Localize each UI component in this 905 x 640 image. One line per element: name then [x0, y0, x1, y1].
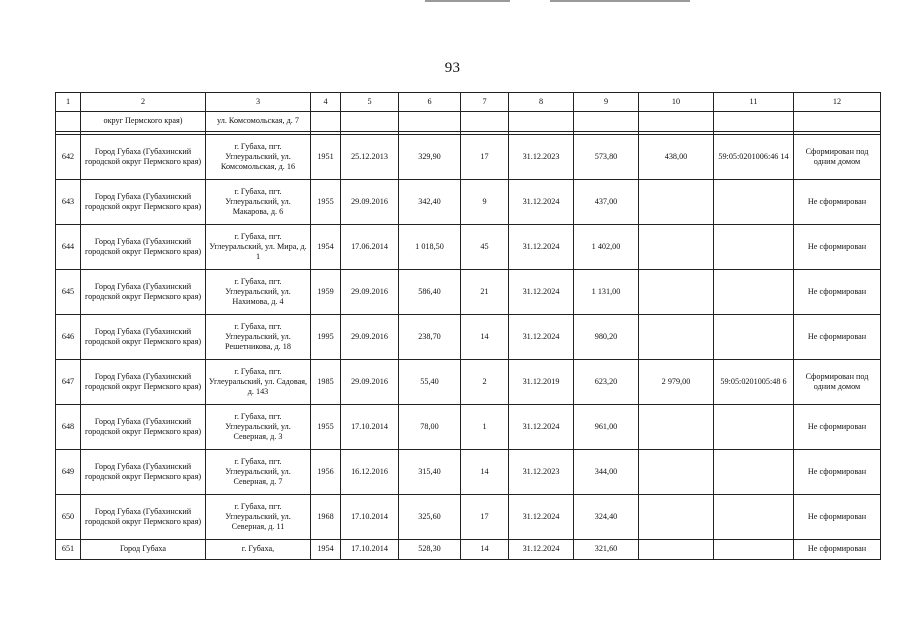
cell-deadline: 31.12.2024: [509, 405, 574, 450]
cell-address: г. Губаха, пгт. Углеуральский, ул. Макарова, д. 6: [206, 180, 311, 225]
cell-cadastral-number: [714, 315, 794, 360]
cell-parcel-area: [639, 315, 714, 360]
cell-municipality: Город Губаха (Губахинский городской округ Пермского края): [81, 270, 206, 315]
cell-municipality: Город Губаха: [81, 540, 206, 560]
column-number: 4: [311, 93, 341, 112]
cell-cadastral-number: [714, 450, 794, 495]
column-number: 8: [509, 93, 574, 112]
table-row: [56, 135, 881, 180]
cell: [399, 112, 461, 132]
cell-date: 16.12.2016: [341, 450, 399, 495]
cell-address: г. Губаха, пгт. Углеуральский, ул. Северная, д. 3: [206, 405, 311, 450]
cell-area: 342,40: [399, 180, 461, 225]
column-number: 3: [206, 93, 311, 112]
cell-year: 1985: [311, 360, 341, 405]
cell-land-area: 1 131,00: [574, 270, 639, 315]
cell-number: [56, 112, 81, 132]
cell-number: 649: [56, 450, 81, 495]
column-number: 1: [56, 93, 81, 112]
column-number: 12: [794, 93, 881, 112]
cell-municipality: Город Губаха (Губахинский городской округ Пермского края): [81, 495, 206, 540]
cell: [509, 112, 574, 132]
cell-status: Не сформирован: [794, 315, 881, 360]
cell-number: 644: [56, 225, 81, 270]
cell-area: 528,30: [399, 540, 461, 560]
cell-parcel-area: [639, 540, 714, 560]
cell-area: 329,90: [399, 135, 461, 180]
cell-address: г. Губаха,: [206, 540, 311, 560]
cell-year: 1959: [311, 270, 341, 315]
cell: [714, 112, 794, 132]
cell-residents: 45: [461, 225, 509, 270]
cell-address: г. Губаха, пгт. Углеуральский, ул. Северная, д. 11: [206, 495, 311, 540]
cell: [639, 112, 714, 132]
table-row: [56, 360, 881, 405]
cell-land-area: 324,40: [574, 495, 639, 540]
column-number: 11: [714, 93, 794, 112]
cell-date: 29.09.2016: [341, 270, 399, 315]
cell-address: г. Губаха, пгт. Углеуральский, ул. Мира, д. 1: [206, 225, 311, 270]
cell-year: 1955: [311, 405, 341, 450]
cell-address: г. Губаха, пгт. Углеуральский, ул. Нахимова, д. 4: [206, 270, 311, 315]
cell-land-area: 437,00: [574, 180, 639, 225]
cell-year: 1995: [311, 315, 341, 360]
cell-address: г. Губаха, пгт. Углеуральский, ул. Северная, д. 7: [206, 450, 311, 495]
cell-status: Не сформирован: [794, 180, 881, 225]
cell-status: Не сформирован: [794, 540, 881, 560]
cell-area: 55,40: [399, 360, 461, 405]
cell-year: 1954: [311, 225, 341, 270]
cell-parcel-area: 2 979,00: [639, 360, 714, 405]
cell-municipality: Город Губаха (Губахинский городской округ Пермского края): [81, 360, 206, 405]
table-row: [56, 315, 881, 360]
cell-land-area: 980,20: [574, 315, 639, 360]
cell-area: 315,40: [399, 450, 461, 495]
cell-area: 586,40: [399, 270, 461, 315]
cell-land-area: 573,80: [574, 135, 639, 180]
registry-table: [55, 92, 881, 560]
top-rule-left: [425, 0, 510, 2]
cell-year: 1954: [311, 540, 341, 560]
cell-residents: 17: [461, 135, 509, 180]
cell-date: 17.10.2014: [341, 495, 399, 540]
cell-deadline: 31.12.2024: [509, 180, 574, 225]
column-number: 10: [639, 93, 714, 112]
cell: [341, 112, 399, 132]
cell-municipality: Город Губаха (Губахинский городской округ Пермского края): [81, 180, 206, 225]
cell-year: 1955: [311, 180, 341, 225]
cell: [311, 112, 341, 132]
cell-number: 650: [56, 495, 81, 540]
cell-date: 29.09.2016: [341, 315, 399, 360]
cell-date: 17.10.2014: [341, 405, 399, 450]
cell-parcel-area: [639, 270, 714, 315]
cell-residents: 14: [461, 540, 509, 560]
cell-cadastral-number: [714, 495, 794, 540]
cell-land-area: 321,60: [574, 540, 639, 560]
cell-deadline: 31.12.2024: [509, 540, 574, 560]
cell-area: 238,70: [399, 315, 461, 360]
cell-cadastral-number: [714, 225, 794, 270]
cell-residents: 2: [461, 360, 509, 405]
cell-deadline: 31.12.2024: [509, 495, 574, 540]
cell-deadline: 31.12.2024: [509, 270, 574, 315]
top-rule-right: [550, 0, 690, 2]
cell-number: 642: [56, 135, 81, 180]
cell-cadastral-number: [714, 180, 794, 225]
cell-date: 17.10.2014: [341, 540, 399, 560]
cell-cadastral-number: [714, 540, 794, 560]
cell-address: г. Губаха, пгт. Углеуральский, ул. Садовая, д. 143: [206, 360, 311, 405]
cell-cadastral-number: [714, 405, 794, 450]
continuation-row: [56, 112, 881, 132]
cell-deadline: 31.12.2023: [509, 450, 574, 495]
cell-year: 1956: [311, 450, 341, 495]
cell-status: Не сформирован: [794, 405, 881, 450]
cell-date: 29.09.2016: [341, 180, 399, 225]
cell-land-area: 344,00: [574, 450, 639, 495]
column-number: 5: [341, 93, 399, 112]
cell-parcel-area: [639, 495, 714, 540]
cell-deadline: 31.12.2024: [509, 315, 574, 360]
column-number-row: [56, 93, 881, 112]
cell-status: Не сформирован: [794, 450, 881, 495]
cell-residents: 14: [461, 315, 509, 360]
cell-residents: 1: [461, 405, 509, 450]
table-row: [56, 270, 881, 315]
cell-parcel-area: [639, 405, 714, 450]
cell-area: 78,00: [399, 405, 461, 450]
cell-address: г. Губаха, пгт. Углеуральский, ул. Решетникова, д. 18: [206, 315, 311, 360]
table-row: [56, 405, 881, 450]
cell-number: 651: [56, 540, 81, 560]
cell-residents: 14: [461, 450, 509, 495]
cell-status: Не сформирован: [794, 495, 881, 540]
cell-parcel-area: [639, 180, 714, 225]
cell-land-area: 961,00: [574, 405, 639, 450]
cell-status: Сформирован под одним домом: [794, 135, 881, 180]
column-number: 6: [399, 93, 461, 112]
cell-municipality: округ Пермского края): [81, 112, 206, 132]
page-number: 93: [444, 60, 461, 76]
cell-residents: 9: [461, 180, 509, 225]
cell-municipality: Город Губаха (Губахинский городской округ Пермского края): [81, 225, 206, 270]
table-row: [56, 495, 881, 540]
column-number: 9: [574, 93, 639, 112]
cell-area: 325,60: [399, 495, 461, 540]
cell-address: г. Губаха, пгт. Углеуральский, ул. Комсомольская, д. 16: [206, 135, 311, 180]
table-row: [56, 540, 881, 560]
cell-year: 1951: [311, 135, 341, 180]
cell-number: 645: [56, 270, 81, 315]
cell-deadline: 31.12.2019: [509, 360, 574, 405]
cell-parcel-area: [639, 450, 714, 495]
cell-number: 646: [56, 315, 81, 360]
cell-municipality: Город Губаха (Губахинский городской округ Пермского края): [81, 405, 206, 450]
table-row: [56, 450, 881, 495]
cell-municipality: Город Губаха (Губахинский городской округ Пермского края): [81, 315, 206, 360]
cell-area: 1 018,50: [399, 225, 461, 270]
cell-date: 17.06.2014: [341, 225, 399, 270]
cell-cadastral-number: [714, 270, 794, 315]
cell-address: ул. Комсомольская, д. 7: [206, 112, 311, 132]
table-row: [56, 225, 881, 270]
cell-residents: 17: [461, 495, 509, 540]
cell-municipality: Город Губаха (Губахинский городской округ Пермского края): [81, 450, 206, 495]
cell-residents: 21: [461, 270, 509, 315]
cell-land-area: 623,20: [574, 360, 639, 405]
column-number: 2: [81, 93, 206, 112]
cell-deadline: 31.12.2023: [509, 135, 574, 180]
cell-number: 643: [56, 180, 81, 225]
cell-cadastral-number: 59:05:0201006:46 14: [714, 135, 794, 180]
cell-number: 647: [56, 360, 81, 405]
cell-status: Не сформирован: [794, 225, 881, 270]
cell-status: Не сформирован: [794, 270, 881, 315]
cell-date: 25.12.2013: [341, 135, 399, 180]
cell-municipality: Город Губаха (Губахинский городской округ Пермского края): [81, 135, 206, 180]
cell: [461, 112, 509, 132]
cell-date: 29.09.2016: [341, 360, 399, 405]
cell-parcel-area: [639, 225, 714, 270]
cell-deadline: 31.12.2024: [509, 225, 574, 270]
cell-land-area: 1 402,00: [574, 225, 639, 270]
cell-number: 648: [56, 405, 81, 450]
cell-status: Сформирован под одним домом: [794, 360, 881, 405]
cell: [574, 112, 639, 132]
cell-year: 1968: [311, 495, 341, 540]
cell-cadastral-number: 59:05:0201005:48 6: [714, 360, 794, 405]
column-number: 7: [461, 93, 509, 112]
table-row: [56, 180, 881, 225]
cell-parcel-area: 438,00: [639, 135, 714, 180]
cell: [794, 112, 881, 132]
